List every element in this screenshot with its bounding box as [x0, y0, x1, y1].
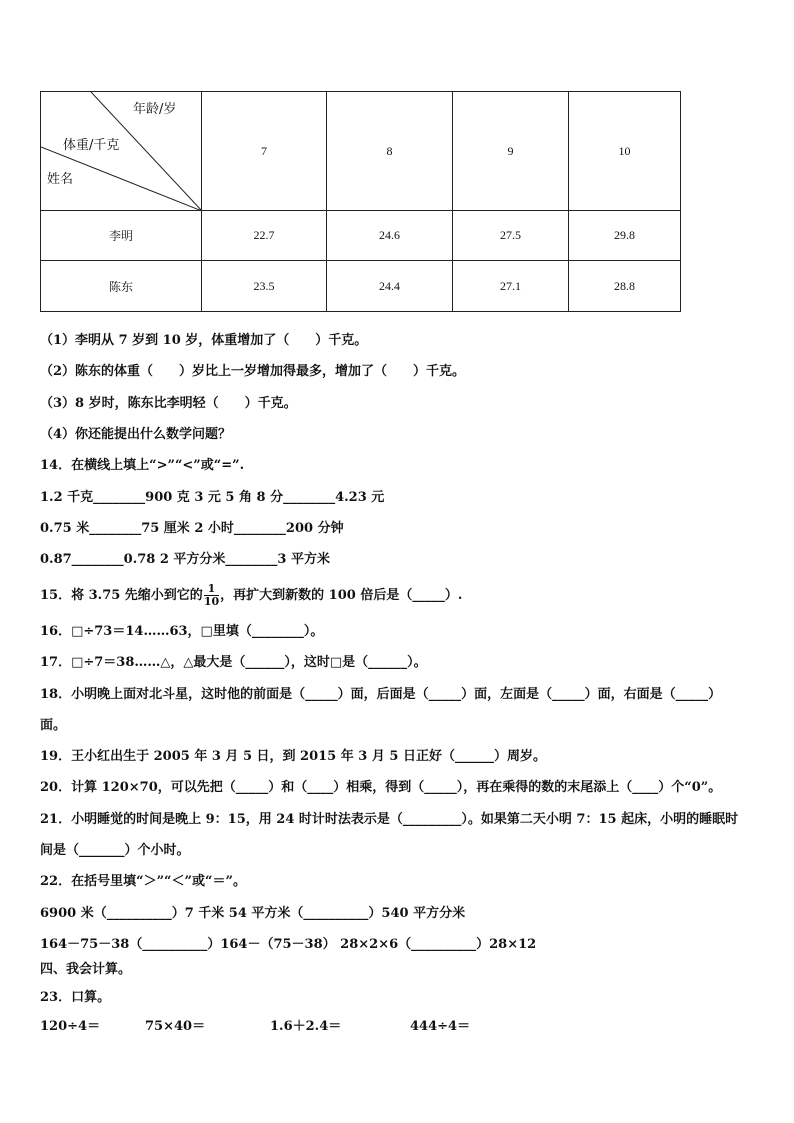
- q15-after: ，再扩大到新数的 100 倍后是（_____）.: [220, 588, 463, 603]
- q21-line1: 21．小明睡觉的时间是晚上 9：15，用 24 时计时法表示是（_________）。如果第二天小明 7：15 起床，小明的睡眠时: [40, 812, 739, 827]
- q23-title: 23．口算。: [40, 990, 111, 1005]
- weight-cell: 29.8: [569, 211, 681, 261]
- q17: 17．□÷7＝38……△，△最大是（______），这时□是（______）。: [40, 655, 427, 670]
- weight-cell: 24.6: [327, 211, 453, 261]
- q18-line2: 面。: [40, 718, 67, 733]
- age-header-cell: 9: [453, 92, 569, 211]
- age-header-cell: 7: [202, 92, 327, 211]
- q22-line2: 164－75－38（__________）164－（75－38） 28×2×6（__________）28×12: [40, 937, 537, 952]
- weight-table-container: [40, 91, 680, 311]
- weight-cell: 28.8: [569, 261, 681, 312]
- q14-line3: 0.87________0.78 2 平方分米________3 平方米: [40, 552, 330, 567]
- table-header-row: [41, 92, 681, 211]
- q23-item: 75×40＝: [145, 1019, 206, 1034]
- weight-cell: 23.5: [202, 261, 327, 312]
- age-header-cell: 10: [569, 92, 681, 211]
- q23-item: 1.6＋2.4＝: [270, 1019, 342, 1034]
- q20: 20．计算 120×70，可以先把（_____）和（____）相乘，得到（_____），再在乘得的数的末尾添上（____）个“0”。: [40, 780, 722, 795]
- section-4-heading: 四、我会计算。: [40, 962, 132, 977]
- header-age-label: 年龄/岁: [133, 102, 177, 117]
- q15-before: 15．将 3.75 先缩小到它的: [40, 588, 203, 603]
- q14-line1: 1.2 千克________900 克 3 元 5 角 8 分________4.23 元: [40, 490, 385, 505]
- header-name-label: 姓名: [47, 172, 74, 187]
- row-name-cell: 李明: [41, 211, 202, 261]
- q22-title: 22．在括号里填“＞”“＜”或“＝”。: [40, 874, 246, 889]
- q21-line2: 间是（_______）个小时。: [40, 843, 190, 858]
- weight-cell: 27.5: [453, 211, 569, 261]
- age-header-cell: 8: [327, 92, 453, 211]
- q23-item: 444÷4＝: [410, 1019, 471, 1034]
- row-name-cell: 陈东: [41, 261, 202, 312]
- q13-part4: （4）你还能提出什么数学问题？: [40, 427, 232, 442]
- q14-title: 14．在横线上填上“>”“<”或“=”.: [40, 458, 245, 473]
- table-row: [41, 261, 681, 312]
- weight-cell: 22.7: [202, 211, 327, 261]
- fraction-denominator: 10: [203, 595, 220, 608]
- q22-line1: 6900 米（__________）7 千米 54 平方米（__________）540 平方分米: [40, 906, 466, 921]
- q15: [40, 582, 462, 610]
- fraction: [204, 583, 219, 608]
- weight-table: [40, 91, 681, 312]
- q13-part2: （2）陈东的体重（ ）岁比上一岁增加得最多，增加了（ ）千克。: [40, 364, 466, 379]
- q13-part3: （3）8 岁时，陈东比李明轻（ ）千克。: [40, 396, 297, 411]
- q19: 19．王小红出生于 2005 年 3 月 5 日，到 2015 年 3 月 5 日正好（______）周岁。: [40, 749, 546, 764]
- table-row: [41, 211, 681, 261]
- weight-cell: 24.4: [327, 261, 453, 312]
- fraction-numerator: 1: [204, 583, 219, 596]
- q14-line2: 0.75 米________75 厘米 2 小时________200 分钟: [40, 521, 344, 536]
- q13-part1: （1）李明从 7 岁到 10 岁，体重增加了（ ）千克。: [40, 333, 368, 348]
- diagonal-header-cell: [41, 92, 202, 211]
- weight-cell: 27.1: [453, 261, 569, 312]
- q18-line1: 18．小明晚上面对北斗星，这时他的前面是（_____）面，后面是（_____）面，左面是（_____）面，右面是（_____）: [40, 687, 722, 702]
- header-weight-label: 体重/千克: [63, 138, 120, 153]
- q16: 16．□÷73＝14……63，□里填（________）。: [40, 624, 324, 639]
- q23-item: 120÷4＝: [40, 1019, 101, 1034]
